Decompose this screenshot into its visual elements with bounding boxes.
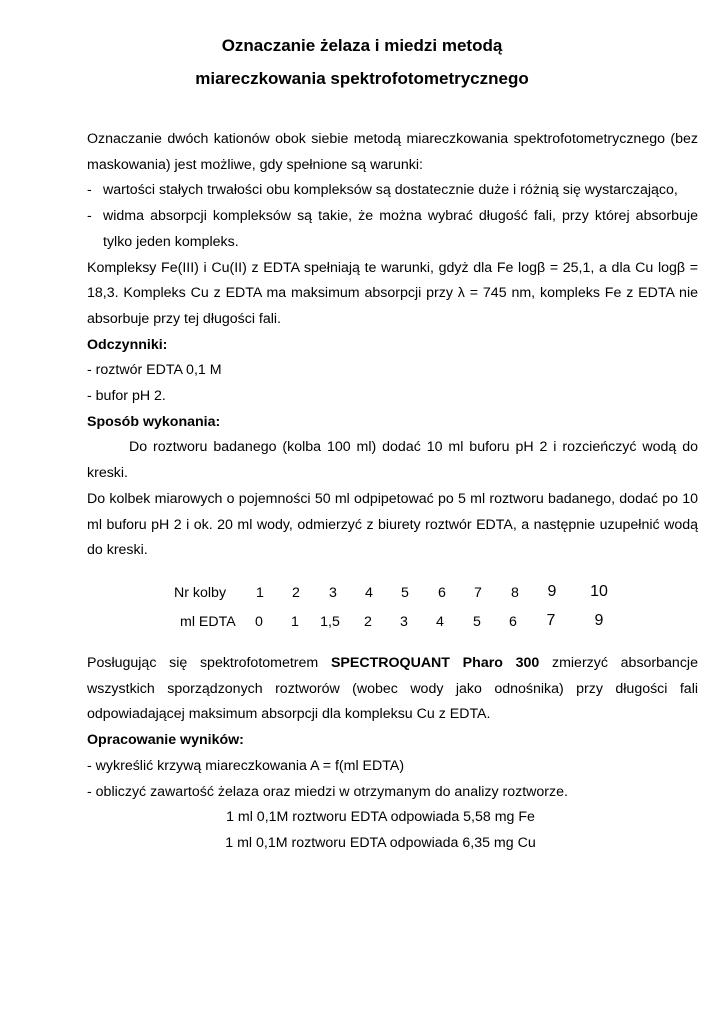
reagent-item: - bufor pH 2. (87, 388, 166, 405)
edta-volume-cell: 2 (364, 614, 372, 630)
intro-paragraph: Oznaczanie dwóch kationów obok siebie metodą miareczkowania spektrofotometrycznego (bez maskowania) jest możliwe, gdy spełnione są warunki: (87, 131, 698, 173)
procedure-heading: Sposób wykonania: (87, 413, 221, 430)
edta-volume-cell: 1 (291, 614, 299, 630)
document-title-line-2: miareczkowania spektrofotometrycznego (195, 69, 529, 88)
flask-number-cell: 4 (365, 585, 373, 601)
reagent-item: - roztwór EDTA 0,1 M (87, 362, 222, 379)
flask-number-cell: 9 (547, 583, 557, 600)
condition-text-2: widma absorpcji kompleksów są takie, że można wybrać długość fali, przy której absorbuje tylko jeden kompleks. (103, 208, 698, 250)
condition-item-2 (87, 204, 698, 255)
equivalence-fe: 1 ml 0,1M roztworu EDTA odpowiada 5,58 mg Fe (226, 809, 535, 826)
results-item: - obliczyć zawartość żelaza oraz miedzi w otrzymanym do analizy roztworze. (87, 783, 568, 800)
measurement-paragraph (87, 651, 698, 728)
edta-volume-row (0, 614, 724, 634)
list-dash: - (87, 208, 92, 225)
condition-text-1: wartości stałych trwałości obu kompleksów są dostatecznie duże i różnią się wystarczająco, (103, 182, 678, 199)
results-item: - wykreślić krzywą miareczkowania A = f(ml EDTA) (87, 757, 405, 774)
edta-volume-cell: 3 (400, 614, 408, 630)
edta-volume-cell: 1,5 (320, 614, 340, 630)
edta-volume-cell: 9 (594, 612, 604, 629)
measurement-text-after: zmierzyć absorbancje wszystkich sporządzonych roztworów (wobec wody jako odnośnika) przy długości fali odpowiadającej maksimum absorpcji dla kompleksu Cu z EDTA. (87, 655, 698, 723)
flask-number-cell: 3 (329, 585, 337, 601)
condition-item-1 (87, 178, 698, 204)
procedure-paragraph-2: Do kolbek miarowych o pojemności 50 ml odpipetować po 5 ml roztworu badanego, dodać po 10 ml buforu pH 2 i ok. 20 ml wody, odmierzyć z biurety roztwór EDTA, a następnie uzupełnić wodą do kreski. (87, 490, 698, 559)
edta-volume-cell: 5 (473, 614, 481, 630)
reagents-heading: Odczynniki: (87, 336, 168, 353)
list-dash: - (87, 182, 92, 199)
flask-number-cell: 8 (511, 585, 519, 601)
document-title-line-1: Oznaczanie żelaza i miedzi metodą (221, 36, 503, 55)
flask-number-cell: 1 (256, 585, 264, 601)
flask-number-cell: 2 (292, 585, 300, 601)
procedure-paragraph-1: Do roztworu badanego (kolba 100 ml) dodać 10 ml buforu pH 2 i rozcieńczyć wodą do kreski. (87, 439, 698, 482)
results-heading: Opracowanie wyników: (87, 732, 244, 749)
flask-number-cell: 7 (474, 585, 482, 601)
edta-volume-cell: 7 (546, 612, 556, 629)
flask-number-cell: 6 (438, 585, 446, 601)
flask-number-row (0, 585, 724, 605)
instrument-name: SPECTROQUANT Pharo 300 (330, 655, 540, 671)
document-body-lower (87, 651, 698, 857)
equivalence-cu: 1 ml 0,1M roztworu EDTA odpowiada 6,35 mg Cu (225, 834, 536, 851)
flask-number-cell: 10 (590, 583, 608, 600)
edta-volume-cell: 6 (509, 614, 517, 630)
flask-number-cell: 5 (401, 585, 409, 601)
edta-volume-label: ml EDTA (180, 614, 236, 630)
complexes-paragraph: Kompleksy Fe(III) i Cu(II) z EDTA spełniają te warunki, gdyż dla Fe logβ = 25,1, a dla Cu logβ = 18,3. Kompleks Cu z EDTA ma maksimum absorpcji przy λ = 745 nm, kompleks Fe z EDTA nie absorbuje przy tej długości fali. (87, 259, 698, 327)
edta-volume-cell: 0 (255, 614, 263, 630)
measurement-text-before: Posługując się spektrofotometrem (87, 655, 331, 671)
flask-number-label: Nr kolby (174, 585, 227, 601)
document-body (87, 127, 698, 564)
edta-volume-cell: 4 (436, 614, 444, 630)
